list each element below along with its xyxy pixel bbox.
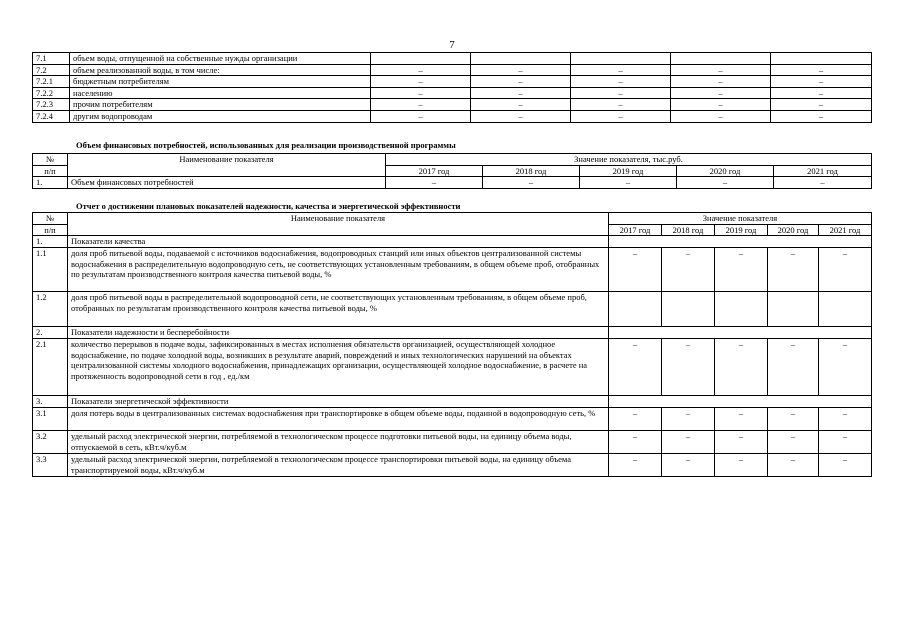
col-header-num2: п/п	[33, 165, 68, 177]
row-number: 3.2	[33, 431, 68, 454]
value-cell: –	[571, 76, 671, 88]
row-number: 2.	[33, 327, 68, 339]
value-cell	[662, 292, 715, 327]
value-cell: –	[371, 76, 471, 88]
year-header: 2021 год	[819, 224, 872, 236]
value-cell: –	[671, 87, 771, 99]
section-name: Показатели качества	[68, 236, 609, 248]
col-header-value: Значение показателя, тыс.руб.	[386, 154, 872, 166]
table-financial	[32, 153, 872, 189]
table-row	[33, 99, 872, 111]
row-name: доля потерь воды в централизованных системах водоснабжения при транспортировке в общем объеме воды, поданной в водопроводную сеть, %	[68, 408, 609, 431]
row-name: объем реализованной воды, в том числе:	[70, 64, 371, 76]
value-cell: –	[471, 110, 571, 122]
section-row	[33, 236, 872, 248]
row-number: 3.	[33, 396, 68, 408]
col-header-name: Наименование показателя	[68, 213, 609, 236]
value-cell: –	[609, 431, 662, 454]
value-cell: –	[715, 339, 768, 396]
value-cell: –	[571, 99, 671, 111]
row-name: удельный расход электрической энергии, потребляемой в технологическом процессе подготовки питьевой воды, на единицу объема воды, отпускаемой в сеть, кВт.ч/куб.м	[68, 431, 609, 454]
value-cell: –	[768, 248, 819, 292]
table-row	[33, 408, 872, 431]
value-cell: –	[715, 408, 768, 431]
row-number: 7.2	[33, 64, 70, 76]
year-header: 2017 год	[386, 165, 483, 177]
value-cell: –	[571, 110, 671, 122]
value-cell: –	[715, 248, 768, 292]
row-name: другим водопроводам	[70, 110, 371, 122]
value-cell: –	[471, 76, 571, 88]
value-cell: –	[609, 339, 662, 396]
year-header: 2018 год	[662, 224, 715, 236]
year-header: 2018 год	[483, 165, 580, 177]
value-cell	[771, 53, 872, 65]
value-cell: –	[671, 76, 771, 88]
section-row	[33, 396, 872, 408]
row-name: доля проб питьевой воды, подаваемой с источников водоснабжения, водопроводных станций или иных объектов централизованной системы водоснабжения в распределительную водопроводную сеть, не соответствующих установленным требованиям, в общем объеме проб, отобранных по результатам производственного контроля качества питьевой воды, %	[68, 248, 609, 292]
value-cell: –	[771, 87, 872, 99]
table-row	[33, 53, 872, 65]
value-cell: –	[774, 177, 872, 189]
value-cell	[371, 53, 471, 65]
value-cell: –	[483, 177, 580, 189]
table-row	[33, 454, 872, 477]
table-indicators	[32, 212, 872, 477]
value-cell: –	[671, 99, 771, 111]
value-cell: –	[771, 76, 872, 88]
value-cell: –	[768, 339, 819, 396]
value-cell: –	[609, 408, 662, 431]
value-cell	[571, 53, 671, 65]
year-header: 2017 год	[609, 224, 662, 236]
value-cell: –	[671, 110, 771, 122]
table-row	[33, 248, 872, 292]
table-row	[33, 431, 872, 454]
row-name: бюджетным потребителям	[70, 76, 371, 88]
value-cell: –	[715, 431, 768, 454]
table-row	[33, 64, 872, 76]
row-number: 7.2.1	[33, 76, 70, 88]
value-cell: –	[371, 64, 471, 76]
table-water-volume	[32, 52, 872, 123]
value-cell: –	[471, 87, 571, 99]
year-header: 2020 год	[768, 224, 819, 236]
value-cell	[715, 292, 768, 327]
value-cell: –	[768, 431, 819, 454]
value-cell: –	[371, 110, 471, 122]
value-cell: –	[662, 248, 715, 292]
table-row	[33, 177, 872, 189]
value-cell: –	[771, 99, 872, 111]
row-name: населению	[70, 87, 371, 99]
row-number: 1.2	[33, 292, 68, 327]
value-cell: –	[662, 454, 715, 477]
page-number: 7	[449, 39, 455, 51]
value-cell: –	[819, 339, 872, 396]
value-cell: –	[771, 110, 872, 122]
value-cell: –	[371, 99, 471, 111]
table-row	[33, 76, 872, 88]
section-row	[33, 327, 872, 339]
row-number: 2.1	[33, 339, 68, 396]
row-number: 1.	[33, 177, 68, 189]
col-header-name: Наименование показателя	[68, 154, 386, 177]
value-cell: –	[662, 408, 715, 431]
row-number: 1.1	[33, 248, 68, 292]
section-name: Показатели энергетической эффективности	[68, 396, 609, 408]
value-cell: –	[677, 177, 774, 189]
row-number: 3.3	[33, 454, 68, 477]
value-cell: –	[371, 87, 471, 99]
row-number: 3.1	[33, 408, 68, 431]
row-number: 7.2.4	[33, 110, 70, 122]
value-cell: –	[819, 408, 872, 431]
section-name: Показатели надежности и бесперебойности	[68, 327, 609, 339]
table-financial-title: Объем финансовых потребностей, использованных для реализации производственной программы	[76, 140, 456, 150]
value-cell: –	[768, 408, 819, 431]
value-cell: –	[609, 248, 662, 292]
table-row	[33, 87, 872, 99]
value-cell: –	[671, 64, 771, 76]
row-number: 7.2.3	[33, 99, 70, 111]
value-cell: –	[386, 177, 483, 189]
value-cell	[819, 292, 872, 327]
value-cell: –	[580, 177, 677, 189]
col-header-num2: п/п	[33, 224, 68, 236]
table-row	[33, 339, 872, 396]
table-row	[33, 292, 872, 327]
value-cell: –	[571, 87, 671, 99]
value-cell	[671, 53, 771, 65]
value-cell: –	[662, 431, 715, 454]
value-cell: –	[819, 248, 872, 292]
value-cell: –	[609, 454, 662, 477]
table-indicators-title: Отчет о достижении плановых показателей надежности, качества и энергетической эффективности	[76, 201, 461, 211]
value-cell: –	[715, 454, 768, 477]
year-header: 2019 год	[715, 224, 768, 236]
col-header-num: №	[33, 213, 68, 225]
col-header-num: №	[33, 154, 68, 166]
row-number: 7.2.2	[33, 87, 70, 99]
table-row	[33, 110, 872, 122]
year-header: 2019 год	[580, 165, 677, 177]
section-empty	[609, 236, 872, 248]
row-name: прочим потребителям	[70, 99, 371, 111]
value-cell: –	[662, 339, 715, 396]
value-cell: –	[819, 431, 872, 454]
year-header: 2020 год	[677, 165, 774, 177]
row-name: объем воды, отпущенной на собственные нужды организации	[70, 53, 371, 65]
col-header-value: Значение показателя	[609, 213, 872, 225]
value-cell: –	[768, 454, 819, 477]
value-cell: –	[571, 64, 671, 76]
value-cell: –	[819, 454, 872, 477]
value-cell	[768, 292, 819, 327]
section-empty	[609, 396, 872, 408]
row-name: доля проб питьевой воды в распределительной водопроводной сети, не соответствующих установленным требованиям, в общем объеме проб, отобранных по результатам производственного контроля качества питьевой воды, %	[68, 292, 609, 327]
section-empty	[609, 327, 872, 339]
value-cell: –	[471, 99, 571, 111]
row-name: Объем финансовых потребностей	[68, 177, 386, 189]
value-cell	[609, 292, 662, 327]
year-header: 2021 год	[774, 165, 872, 177]
row-number: 7.1	[33, 53, 70, 65]
value-cell: –	[771, 64, 872, 76]
value-cell	[471, 53, 571, 65]
row-name: количество перерывов в подаче воды, зафиксированных в местах исполнения обязательств организацией, осуществляющей холодное водоснабжение, по подаче холодной воды, возникших в результате аварий, повреждений и иных технологических нарушений на объектах централизованной системы холодного водоснабжения, принадлежащих организации, осуществляющей холодное водоснабжение, в расчете на протяженность водопроводной сети в год , ед./км	[68, 339, 609, 396]
row-number: 1.	[33, 236, 68, 248]
value-cell: –	[471, 64, 571, 76]
row-name: удельный расход электрической энергии, потребляемой в технологическом процессе транспортировки питьевой воды, на единицу объема транспортируемой воды, кВт.ч/куб.м	[68, 454, 609, 477]
